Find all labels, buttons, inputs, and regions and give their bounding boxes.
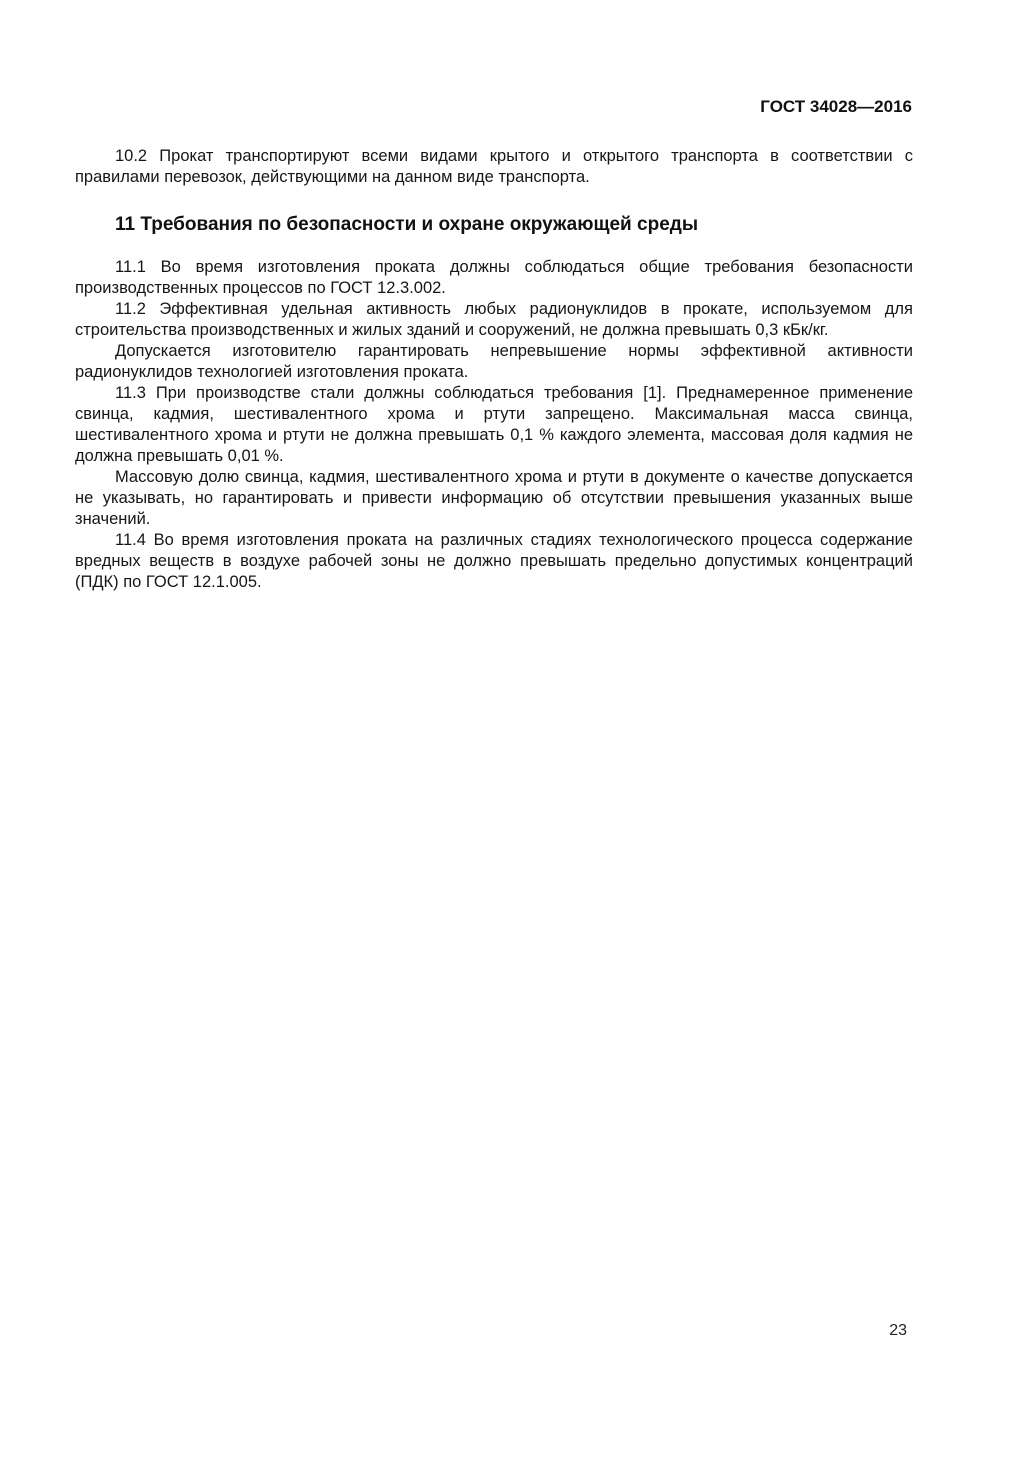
paragraph-11-3: 11.3 При производстве стали должны соблюдаться требования [1]. Преднамеренное применение свинца, кадмия, шестивалентного хрома и ртути запрещено. Максимальная масса свинца, шестивалентного хрома и ртути не должна превышать 0,1 % каждого элемента, массовая доля кадмия не должна превышать 0,01 %. [75, 384, 913, 465]
paragraph-11-1: 11.1 Во время изготовления проката должны соблюдаться общие требования безопасности производственных процессов по ГОСТ 12.3.002. [75, 258, 913, 297]
paragraph-11-4: 11.4 Во время изготовления проката на различных стадиях технологического процесса содержание вредных веществ в воздухе рабочей зоны не должно превышать предельно допустимых концентраций (ПДК) по ГОСТ 12.1.005. [75, 531, 913, 591]
section-11-heading: 11 Требования по безопасности и охране окружающей среды [115, 214, 699, 235]
paragraph-10-2: 10.2 Прокат транспортируют всеми видами крытого и открытого транспорта в соответствии с правилами перевозок, действующими на данном виде транспорта. [75, 147, 913, 186]
page-header [760, 97, 912, 117]
paragraph-11-2-note: Допускается изготовителю гарантировать непревышение нормы эффективной активности радионуклидов технологией изготовления проката. [75, 342, 913, 381]
paragraph-11-2: 11.2 Эффективная удельная активность любых радионуклидов в прокате, используемом для строительства производственных и жилых зданий и сооружений, не должна превышать 0,3 кБк/кг. [75, 300, 913, 339]
document-content [75, 146, 913, 593]
document-code: ГОСТ 34028—2016 [760, 97, 912, 116]
paragraph-11-3-note: Массовую долю свинца, кадмия, шестивалентного хрома и ртути в документе о качестве допускается не указывать, но гарантировать и привести информацию об отсутствии превышения указанных выше значений. [75, 468, 913, 528]
page-number: 23 [889, 1322, 907, 1339]
